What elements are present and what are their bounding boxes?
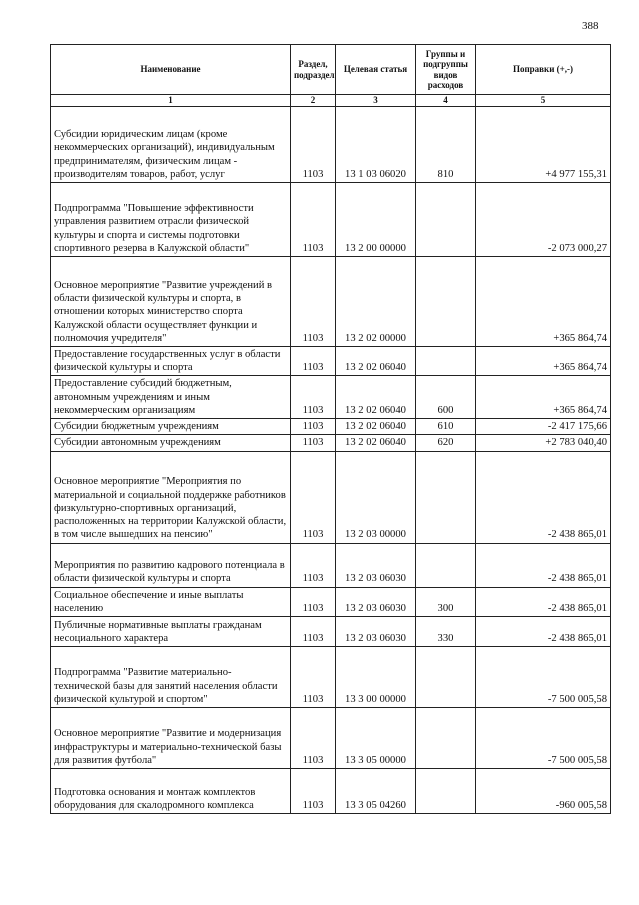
column-number: 2 xyxy=(291,95,336,107)
row-target: 13 2 03 00000 xyxy=(336,451,416,543)
row-target: 13 3 05 04260 xyxy=(336,769,416,814)
column-number-row xyxy=(51,95,611,107)
row-group: 620 xyxy=(416,435,476,451)
row-group: 610 xyxy=(416,419,476,435)
row-group xyxy=(416,183,476,257)
header-section: Раздел, подраздел xyxy=(291,45,336,95)
table-row xyxy=(51,347,611,376)
row-section: 1103 xyxy=(291,769,336,814)
row-group: 600 xyxy=(416,376,476,419)
table-row xyxy=(51,769,611,814)
column-number: 1 xyxy=(51,95,291,107)
row-group xyxy=(416,769,476,814)
row-name: Подготовка основания и монтаж комплектов оборудования для скалодромного комплекса xyxy=(51,769,291,814)
table-row xyxy=(51,419,611,435)
row-target: 13 2 03 06030 xyxy=(336,587,416,616)
row-name: Основное мероприятие "Развитие учреждений в области физической культуры и спорта, в отношении которых министерство спорта Калужской области осуществляет функции и полномочия учредителя" xyxy=(51,257,291,347)
row-section: 1103 xyxy=(291,107,336,183)
table-row xyxy=(51,543,611,587)
row-group xyxy=(416,257,476,347)
table-row xyxy=(51,617,611,647)
row-amount: -2 417 175,66 xyxy=(476,419,611,435)
row-amount: -960 005,58 xyxy=(476,769,611,814)
column-number: 5 xyxy=(476,95,611,107)
row-target: 13 2 03 06030 xyxy=(336,617,416,647)
header-groups: Группы и подгруппы видов расходов xyxy=(416,45,476,95)
row-group: 810 xyxy=(416,107,476,183)
header-row xyxy=(51,45,611,95)
row-section: 1103 xyxy=(291,419,336,435)
row-name: Субсидии юридическим лицам (кроме некоммерческих организаций), индивидуальным предпринимателям, физическим лицам - производителям товаров, работ, услуг xyxy=(51,107,291,183)
table-row xyxy=(51,183,611,257)
row-amount: +365 864,74 xyxy=(476,257,611,347)
column-number: 3 xyxy=(336,95,416,107)
row-amount: +4 977 155,31 xyxy=(476,107,611,183)
table-row xyxy=(51,451,611,543)
row-group xyxy=(416,647,476,708)
budget-table xyxy=(50,44,611,814)
row-name: Предоставление государственных услуг в области физической культуры и спорта xyxy=(51,347,291,376)
row-group xyxy=(416,708,476,769)
row-name: Социальное обеспечение и иные выплаты населению xyxy=(51,587,291,616)
row-section: 1103 xyxy=(291,617,336,647)
row-amount: -2 073 000,27 xyxy=(476,183,611,257)
column-number: 4 xyxy=(416,95,476,107)
row-target: 13 2 02 06040 xyxy=(336,435,416,451)
row-target: 13 1 03 06020 xyxy=(336,107,416,183)
row-name: Мероприятия по развитию кадрового потенциала в области физической культуры и спорта xyxy=(51,543,291,587)
row-name: Подпрограмма "Развитие материально-технической базы для занятий населения области физической культурой и спортом" xyxy=(51,647,291,708)
row-section: 1103 xyxy=(291,451,336,543)
row-section: 1103 xyxy=(291,435,336,451)
row-target: 13 3 05 00000 xyxy=(336,708,416,769)
row-target: 13 2 00 00000 xyxy=(336,183,416,257)
table-row xyxy=(51,708,611,769)
row-section: 1103 xyxy=(291,347,336,376)
row-target: 13 3 00 00000 xyxy=(336,647,416,708)
row-group: 330 xyxy=(416,617,476,647)
table-row xyxy=(51,587,611,616)
row-amount: +365 864,74 xyxy=(476,347,611,376)
row-target: 13 2 02 06040 xyxy=(336,347,416,376)
row-group xyxy=(416,451,476,543)
row-section: 1103 xyxy=(291,647,336,708)
row-section: 1103 xyxy=(291,183,336,257)
row-target: 13 2 03 06030 xyxy=(336,543,416,587)
table-row xyxy=(51,376,611,419)
row-group: 300 xyxy=(416,587,476,616)
row-amount: +365 864,74 xyxy=(476,376,611,419)
row-section: 1103 xyxy=(291,257,336,347)
row-amount: -2 438 865,01 xyxy=(476,587,611,616)
row-name: Подпрограмма "Повышение эффективности управления развитием отрасли физической культуры и спорта и системы подготовки спортивного резерва в Калужской области" xyxy=(51,183,291,257)
table-row xyxy=(51,257,611,347)
row-target: 13 2 02 06040 xyxy=(336,419,416,435)
row-group xyxy=(416,347,476,376)
row-amount: -2 438 865,01 xyxy=(476,617,611,647)
row-amount: -2 438 865,01 xyxy=(476,543,611,587)
row-section: 1103 xyxy=(291,543,336,587)
row-target: 13 2 02 00000 xyxy=(336,257,416,347)
header-target: Целевая статья xyxy=(336,45,416,95)
row-amount: +2 783 040,40 xyxy=(476,435,611,451)
row-name: Основное мероприятие "Развитие и модернизация инфраструктуры и материально-технической базы для развития футбола" xyxy=(51,708,291,769)
row-section: 1103 xyxy=(291,376,336,419)
page-number: 388 xyxy=(582,20,599,32)
header-amendments: Поправки (+,-) xyxy=(476,45,611,95)
row-amount: -7 500 005,58 xyxy=(476,647,611,708)
row-amount: -2 438 865,01 xyxy=(476,451,611,543)
row-name: Публичные нормативные выплаты гражданам несоциального характера xyxy=(51,617,291,647)
row-section: 1103 xyxy=(291,587,336,616)
row-name: Основное мероприятие "Мероприятия по материальной и социальной поддержке работников физкультурно-спортивных организаций, расположенных на территории Калужской области, в том числе вышедших на пенсию" xyxy=(51,451,291,543)
row-amount: -7 500 005,58 xyxy=(476,708,611,769)
row-name: Субсидии бюджетным учреждениям xyxy=(51,419,291,435)
table-row xyxy=(51,647,611,708)
row-name: Субсидии автономным учреждениям xyxy=(51,435,291,451)
row-group xyxy=(416,543,476,587)
table-row xyxy=(51,107,611,183)
row-section: 1103 xyxy=(291,708,336,769)
header-name: Наименование xyxy=(51,45,291,95)
table-row xyxy=(51,435,611,451)
row-target: 13 2 02 06040 xyxy=(336,376,416,419)
row-name: Предоставление субсидий бюджетным, автономным учреждениям и иным некоммерческим организациям xyxy=(51,376,291,419)
